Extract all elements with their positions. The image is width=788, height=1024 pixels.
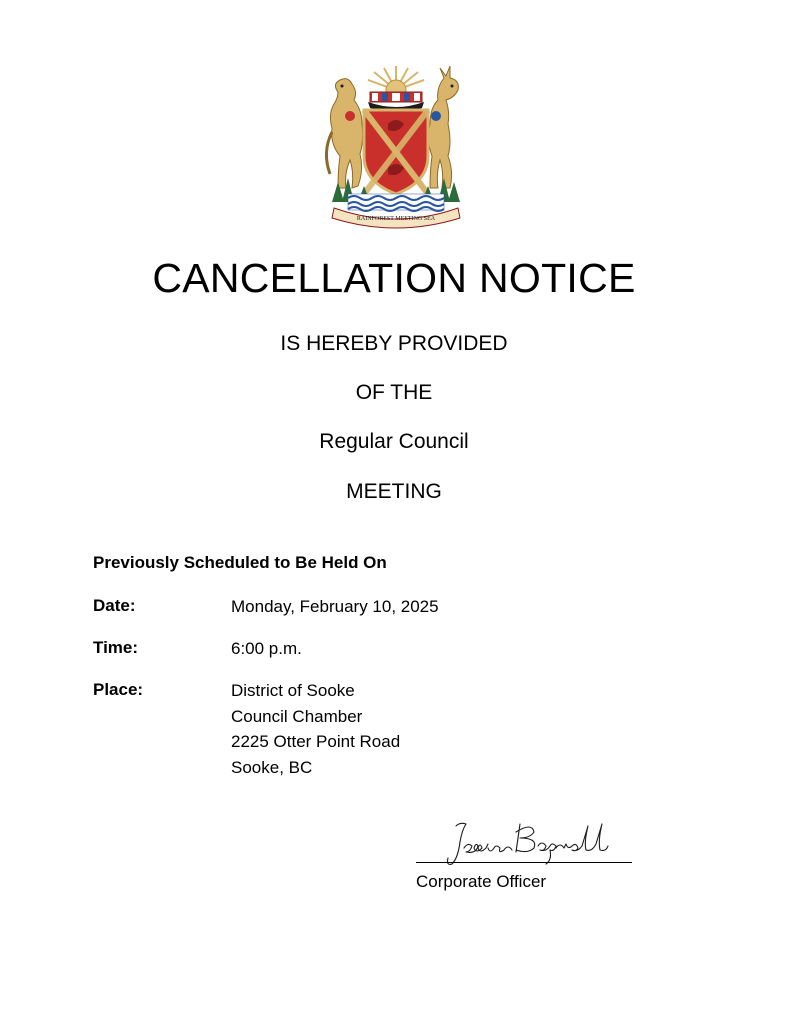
deer-supporter bbox=[428, 66, 458, 188]
notice-line-of-the: OF THE bbox=[355, 381, 433, 404]
place-address bbox=[231, 678, 400, 780]
signature-line bbox=[416, 862, 632, 863]
date-value: Monday, February 10, 2025 bbox=[231, 597, 439, 616]
signatory-title: Corporate Officer bbox=[416, 872, 547, 891]
place-label: Place: bbox=[93, 680, 144, 699]
place-line-4: Sooke, BC bbox=[231, 757, 313, 777]
place-line-3: 2225 Otter Point Road bbox=[231, 732, 401, 751]
notice-title: CANCELLATION NOTICE bbox=[152, 255, 636, 301]
place-line-2: Council Chamber bbox=[231, 706, 363, 726]
time-label: Time: bbox=[93, 638, 139, 657]
notice-line-meeting-type: Regular Council bbox=[319, 430, 469, 453]
coat-of-arms-logo bbox=[318, 62, 474, 230]
waves bbox=[348, 194, 444, 211]
notice-line-meeting: MEETING bbox=[346, 480, 442, 503]
time-value: 6:00 p.m. bbox=[231, 639, 302, 658]
shield bbox=[364, 110, 428, 194]
place-line-1: District of Sooke bbox=[231, 681, 355, 700]
date-label: Date: bbox=[93, 596, 136, 615]
notice-line-provided: IS HEREBY PROVIDED bbox=[280, 332, 508, 355]
cougar-supporter bbox=[326, 79, 362, 188]
handwritten-signature bbox=[416, 818, 636, 868]
motto-text: RAINFOREST MEETING SEA bbox=[356, 216, 436, 222]
previously-scheduled-heading: Previously Scheduled to Be Held On bbox=[93, 553, 387, 572]
